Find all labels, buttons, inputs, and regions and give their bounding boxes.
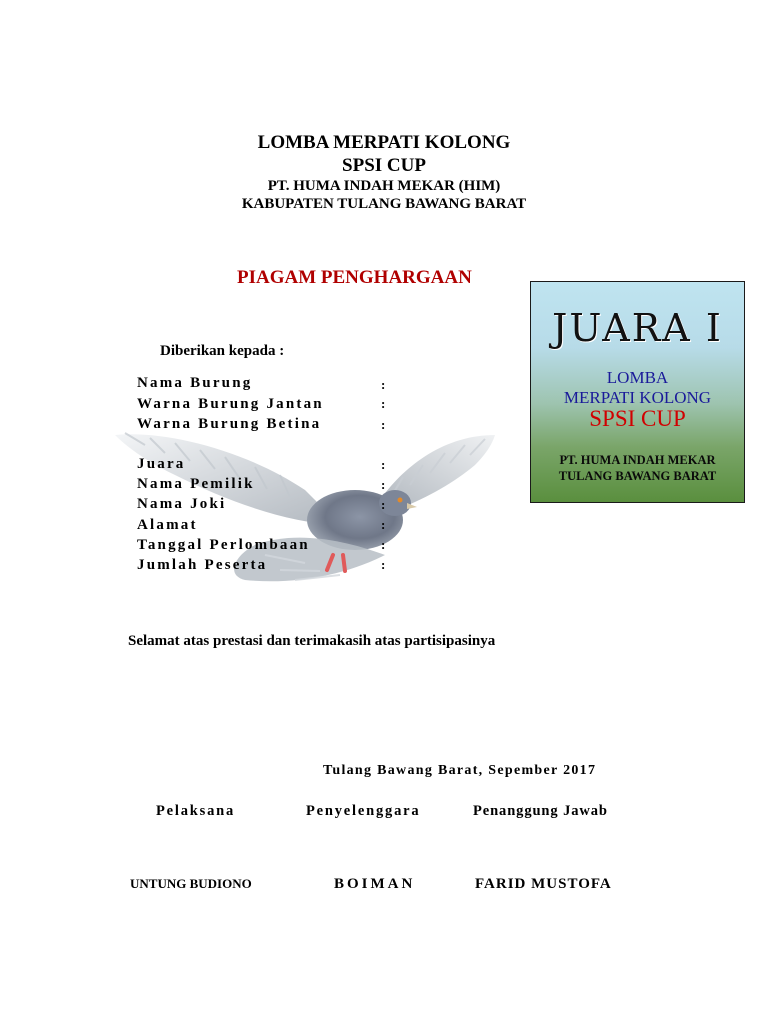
field-warna-betina: Warna Burung Betina — [137, 416, 322, 432]
badge-cup: SPSI CUP — [589, 406, 686, 431]
name-boiman: BOIMAN — [334, 876, 416, 892]
event-subtitle: SPSI CUP — [342, 155, 426, 176]
field-juara: Juara — [137, 456, 186, 472]
badge-event-line2: MERPATI KOLONG — [563, 388, 712, 407]
event-title: LOMBA MERPATI KOLONG — [257, 132, 511, 153]
place-date: Tulang Bawang Barat, Sepember 2017 — [323, 763, 597, 778]
badge-rank: JUARA I — [552, 306, 723, 350]
name-farid-mustofa: FARID MUSTOFA — [475, 876, 612, 892]
field-colon: : — [381, 377, 386, 392]
congratulation-message: Selamat atas prestasi dan terimakasih atas partisipasinya — [128, 633, 496, 649]
organizer-region: KABUPATEN TULANG BAWANG BARAT — [241, 196, 527, 212]
field-tanggal-perlombaan: Tanggal Perlombaan — [137, 537, 310, 553]
given-to-label: Diberikan kepada : — [160, 343, 285, 359]
name-untung-budiono: UNTUNG BUDIONO — [130, 876, 252, 891]
role-penyelenggara: Penyelenggara — [306, 803, 421, 819]
field-warna-jantan: Warna Burung Jantan — [137, 396, 324, 412]
badge-organizer — [531, 452, 744, 484]
field-colon: : — [381, 477, 386, 492]
field-colon: : — [381, 517, 386, 532]
field-jumlah-peserta: Jumlah Peserta — [137, 557, 268, 573]
badge-event-line1: LOMBA — [606, 368, 669, 387]
certificate-title: PIAGAM PENGHARGAAN — [237, 267, 472, 288]
badge-organizer-line1: PT. HUMA INDAH MEKAR — [559, 453, 716, 467]
field-colon: : — [381, 497, 386, 512]
field-nama-burung: Nama Burung — [137, 375, 253, 391]
badge-event — [531, 368, 744, 408]
winner-badge — [530, 281, 745, 503]
field-nama-pemilik: Nama Pemilik — [137, 476, 255, 492]
field-colon: : — [381, 396, 386, 411]
field-colon: : — [381, 457, 386, 472]
badge-organizer-line2: TULANG BAWANG BARAT — [558, 469, 717, 483]
field-alamat: Alamat — [137, 517, 198, 533]
field-colon: : — [381, 417, 386, 432]
role-pelaksana: Pelaksana — [156, 803, 236, 819]
organizer-company: PT. HUMA INDAH MEKAR (HIM) — [267, 178, 501, 194]
field-nama-joki: Nama Joki — [137, 496, 227, 512]
role-penanggung-jawab: Penanggung Jawab — [473, 803, 608, 819]
field-colon: : — [381, 557, 386, 572]
field-colon: : — [381, 537, 386, 552]
